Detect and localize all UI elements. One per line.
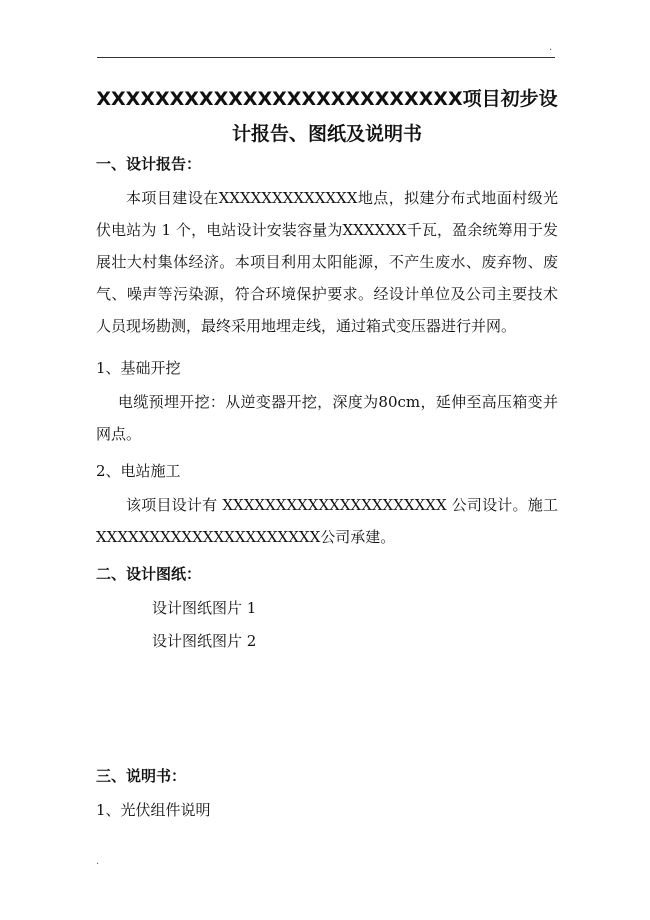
report-intro-paragraph: 本项目建设在XXXXXXXXXXXXX地点，拟建分布式地面村级光伏电站为 1 个，电站设计安装容量为XXXXXX千瓦，盈余统筹用于发展壮大村集体经济。本项目利用太阳能源，不产生废水、废弃物、废气、噪声等污染源，符合环境保护要求。经设计单位及公司主要技术人员现场勘测，最终采用地埋走线，通过箱式变压器进行并网。 [96, 189, 558, 335]
section-heading-manual: 三、说明书： [96, 767, 187, 785]
section-heading-report: 一、设计报告： [96, 155, 202, 173]
figure-caption-1: 设计图纸图片 1 [152, 599, 257, 617]
footer-mark: . [96, 856, 100, 867]
header-rule [97, 57, 555, 58]
item-foundation-title: 1、基础开挖 [96, 359, 181, 377]
document-title: XXXXXXXXXXXXXXXXXXXXXXXXX项目初步设计报告、图纸及说明书 [96, 88, 558, 145]
header-mark: . [549, 42, 553, 53]
figure-caption-2: 设计图纸图片 2 [152, 632, 257, 650]
item-foundation-text: 电缆预埋开挖：从逆变器开挖，深度为80cm，延伸至高压箱变并网点。 [96, 393, 558, 443]
item-construction-text: 该项目设计有 XXXXXXXXXXXXXXXXXXXXX 公司设计。施工XXXXXXXXXXXXXXXXXXXXX公司承建。 [96, 496, 558, 546]
item-pv-module-title: 1、光伏组件说明 [96, 801, 211, 819]
section-heading-drawings: 二、设计图纸： [96, 565, 202, 583]
item-construction-title: 2、电站施工 [96, 462, 181, 480]
